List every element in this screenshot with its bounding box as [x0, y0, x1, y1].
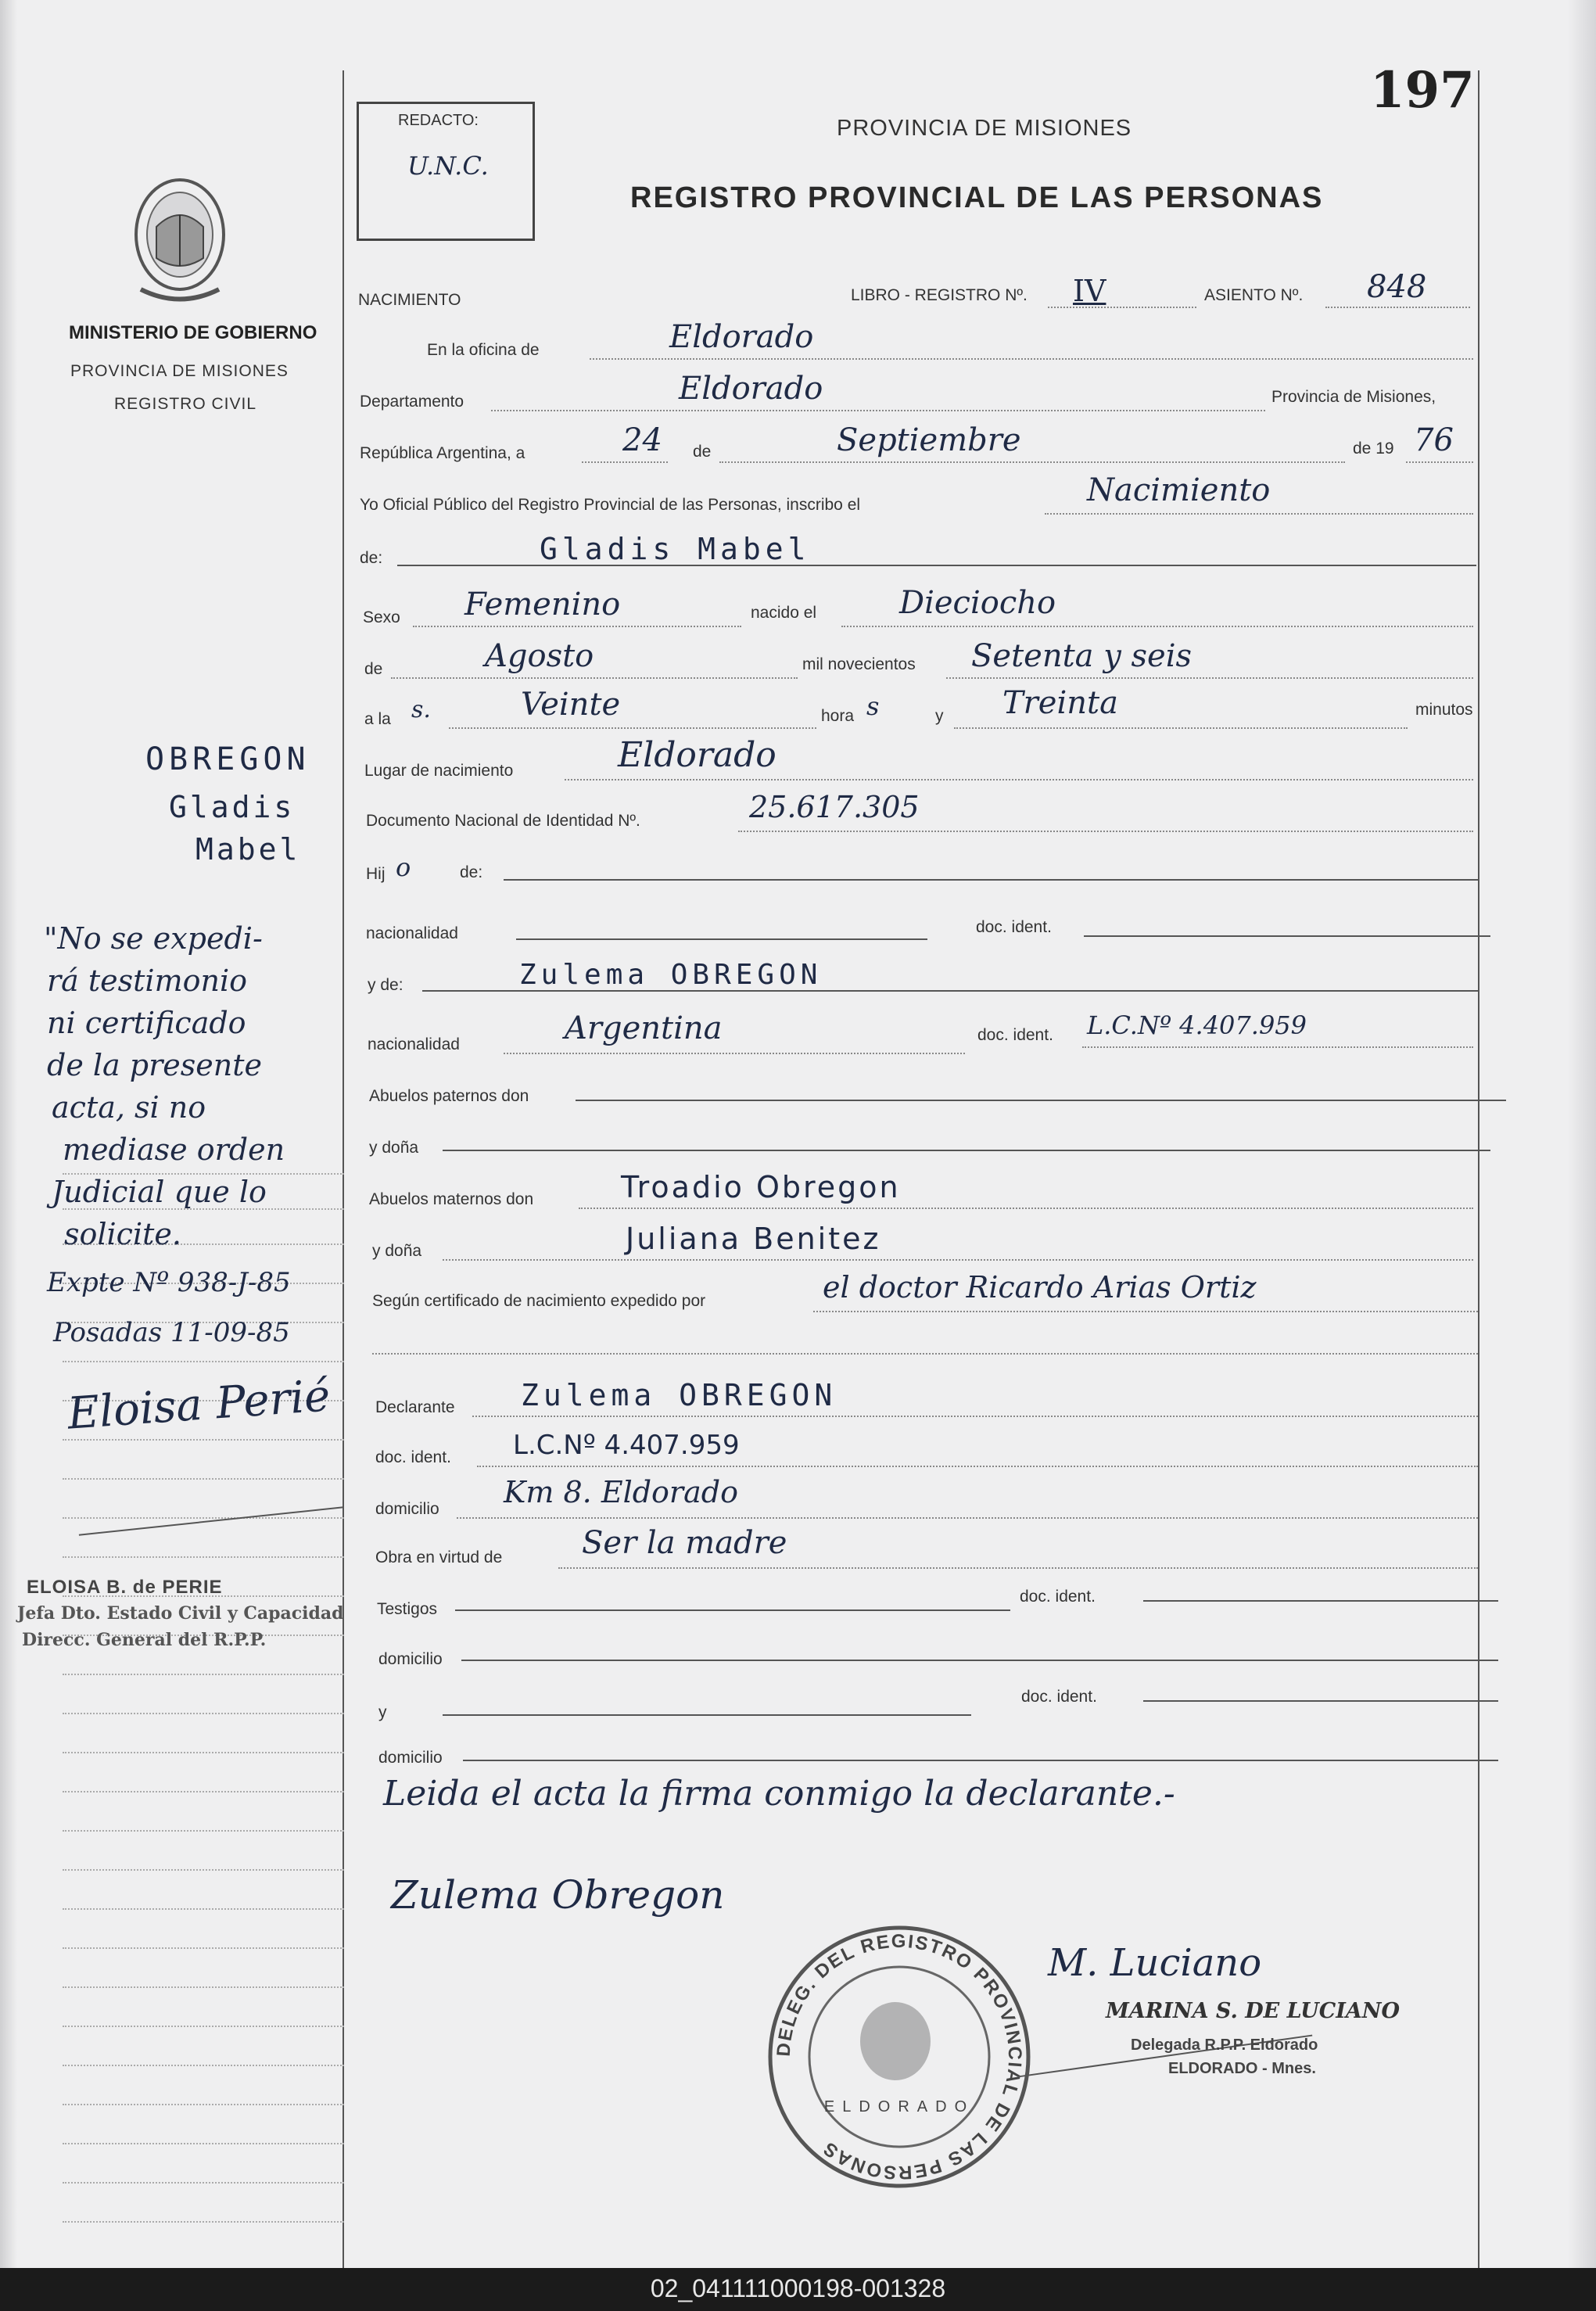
sexo-value: Femenino: [464, 587, 621, 623]
abp-label: Abuelos paternos don: [369, 1087, 529, 1105]
horas-label: hora: [821, 707, 855, 725]
margin-expte: Expte Nº 938-J-85: [47, 1267, 291, 1298]
officer-dept: Direcc. General del R.P.P.: [22, 1630, 267, 1650]
oficial-label: Yo Oficial Público del Registro Provincial de las Personas, inscribo el: [360, 496, 861, 514]
lugar-label: Lugar de nacimiento: [364, 762, 514, 780]
page-number: 197: [1370, 61, 1475, 120]
de-label: de: [693, 443, 712, 461]
margin-note6: mediase orden: [63, 1132, 285, 1167]
officer-role: Jefa Dto. Estado Civil y Capacidad: [17, 1603, 344, 1624]
ministry-line3: REGISTRO CIVIL: [114, 395, 257, 413]
mes-nac-value: Agosto: [485, 638, 594, 674]
de3-label: de: [364, 660, 383, 678]
abm-label: Abuelos maternos don: [369, 1190, 534, 1208]
y-label: y: [935, 707, 944, 725]
oficial-value: Nacimiento: [1087, 472, 1271, 508]
margin-note7: Judicial que lo: [52, 1175, 267, 1209]
abm-value: Troadio Obregon: [621, 1170, 901, 1204]
domicilio-value: Km 8. Eldorado: [504, 1475, 738, 1509]
redacto-box: [357, 102, 535, 241]
provincia-label: Provincia de Misiones,: [1271, 388, 1436, 406]
margin-name1: Gladis: [169, 790, 296, 824]
hora-value: Veinte: [521, 687, 621, 723]
hijo-o: o: [396, 852, 411, 882]
stamp-inner-text: ELDORADO: [823, 2098, 975, 2115]
nac1-label: nacionalidad: [366, 924, 458, 942]
docdecl-label: doc. ident.: [375, 1448, 451, 1466]
anio-nac-value: Setenta y seis: [971, 638, 1193, 674]
file-id: 02_041111000198-001328: [650, 2274, 946, 2302]
asiento-label: ASIENTO Nº.: [1204, 286, 1304, 304]
ministry-line2: PROVINCIA DE MISIONES: [70, 362, 289, 380]
hijo-label: Hij: [366, 865, 386, 883]
margin-name2: Mabel: [195, 832, 301, 867]
margin-rule: [343, 70, 344, 2268]
margin-note1: "No se expedi-: [44, 921, 263, 956]
domicilio-label: domicilio: [375, 1500, 439, 1518]
stamp-ring-text: DELEG. DEL REGISTRO PROVINCIAL DE LAS PERSONAS: [773, 1930, 1026, 2184]
margin-note8: solicite.: [64, 1217, 181, 1251]
doct1-label: doc. ident.: [1020, 1588, 1096, 1606]
abm2-value: Juliana Benitez: [626, 1222, 881, 1256]
officer-name: ELOISA B. de PERIE: [27, 1577, 223, 1598]
declarante-label: Declarante: [375, 1398, 455, 1416]
mes-value: Septiembre: [837, 422, 1021, 458]
nac2-value: Argentina: [565, 1010, 723, 1046]
redacto-label: REDACTO:: [398, 112, 479, 129]
oficina-label: En la oficina de: [427, 341, 540, 359]
segun-value: el doctor Ricardo Arias Ortiz: [823, 1270, 1257, 1304]
official-signature: M. Luciano: [1048, 1941, 1262, 1985]
official-name: MARINA S. DE LUCIANO: [1106, 1999, 1400, 2023]
margin-note5: acta, si no: [52, 1090, 206, 1125]
declarante-value: Zulema OBREGON: [521, 1378, 837, 1412]
dia-value: 24: [622, 422, 662, 458]
segun-label: Según certificado de nacimiento expedido por: [372, 1292, 706, 1310]
testigos-label: Testigos: [377, 1600, 438, 1618]
registry-stamp: [766, 1924, 1032, 2190]
alas-value: s.: [411, 696, 431, 723]
madre-value: Zulema OBREGON: [519, 959, 823, 991]
official-place: ELDORADO - Mnes.: [1168, 2060, 1316, 2077]
minutos-label: minutos: [1415, 701, 1473, 719]
footer-bar: [0, 2268, 1596, 2311]
dni-value: 25.617.305: [749, 790, 920, 824]
horas-s: s: [866, 691, 880, 721]
child-name: Gladis Mabel: [540, 532, 811, 566]
asiento-value: 848: [1367, 269, 1427, 305]
de-anio-label: de 19: [1353, 440, 1394, 458]
domt2-label: domicilio: [378, 1749, 443, 1767]
redacto-value: U.N.C.: [407, 151, 489, 181]
alas-label: a la: [364, 710, 391, 728]
margin-surname: OBREGON: [145, 741, 310, 777]
coat-of-arms-seal: [125, 172, 235, 313]
lugar-value: Eldorado: [618, 735, 776, 775]
domt1-label: domicilio: [378, 1650, 443, 1668]
margin-note2: rá testimonio: [47, 964, 247, 998]
republica-label: República Argentina, a: [360, 444, 525, 462]
de2-label: de:: [360, 549, 383, 567]
nacimiento-label: NACIMIENTO: [358, 291, 461, 309]
anio-value: 76: [1414, 422, 1454, 458]
margin-signature: Eloisa Perié: [66, 1370, 332, 1440]
doc2-value: L.C.Nº 4.407.959: [1087, 1010, 1307, 1040]
doc1-label: doc. ident.: [976, 918, 1052, 936]
departamento-label: Departamento: [360, 393, 464, 411]
libro-value: IV: [1073, 274, 1106, 308]
margin-note3: ni certificado: [47, 1006, 246, 1040]
nacido-label: nacido el: [751, 604, 817, 622]
ministry-line1: MINISTERIO DE GOBIERNO: [69, 322, 317, 343]
margin-posadas: Posadas 11-09-85: [53, 1317, 290, 1348]
ydona1-label: y doña: [369, 1139, 419, 1157]
dni-label: Documento Nacional de Identidad Nº.: [366, 812, 640, 830]
registry-title: REGISTRO PROVINCIAL DE LAS PERSONAS: [630, 181, 1324, 214]
margin-note4: de la presente: [47, 1048, 262, 1082]
doc2-label: doc. ident.: [977, 1026, 1053, 1044]
nac2-label: nacionalidad: [368, 1035, 460, 1053]
obra-value: Ser la madre: [582, 1525, 787, 1561]
province-heading: PROVINCIA DE MISIONES: [837, 116, 1132, 141]
libro-label: LIBRO - REGISTRO Nº.: [851, 286, 1028, 304]
departamento-value: Eldorado: [679, 371, 823, 407]
obra-label: Obra en virtud de: [375, 1548, 503, 1566]
yt-label: y: [378, 1703, 387, 1721]
sexo-label: Sexo: [363, 608, 400, 626]
leida-value: Leida el acta la firma conmigo la declarante.-: [383, 1774, 1175, 1814]
declarante-signature: Zulema Obregon: [391, 1872, 725, 1918]
doct2-label: doc. ident.: [1021, 1688, 1097, 1706]
docdecl-value: L.C.Nº 4.407.959: [513, 1430, 740, 1461]
ydona2-label: y doña: [372, 1242, 422, 1260]
oficina-value: Eldorado: [669, 319, 814, 355]
yde-label: y de:: [368, 976, 403, 994]
min-value: Treinta: [1002, 685, 1118, 721]
right-rule: [1478, 70, 1479, 2268]
mil-label: mil novecientos: [802, 655, 916, 673]
hijo-de-label: de:: [460, 863, 483, 881]
official-role: Delegada R.P.P. Eldorado: [1131, 2036, 1318, 2054]
nacido-value: Dieciocho: [899, 585, 1056, 621]
